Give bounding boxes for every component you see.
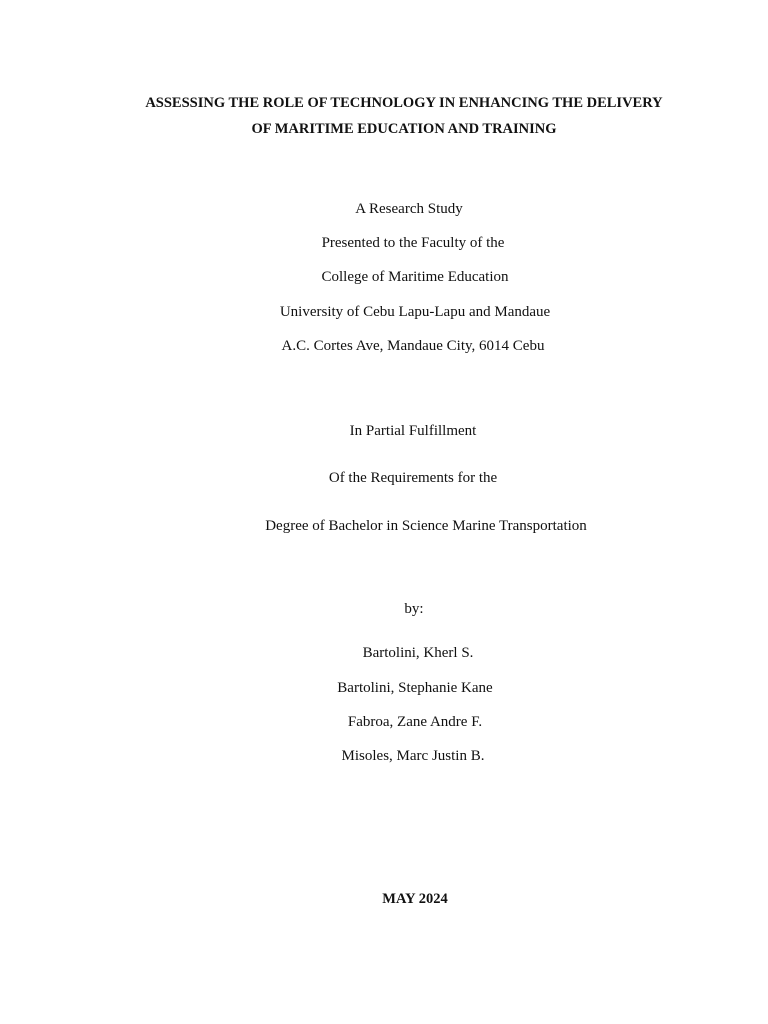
- fulfillment-line-3: Degree of Bachelor in Science Marine Transportation: [265, 518, 587, 534]
- presentation-line-1: A Research Study: [355, 201, 463, 217]
- fulfillment-line-2: Of the Requirements for the: [328, 470, 498, 486]
- author-name-4: Misoles, Marc Justin B.: [341, 748, 485, 764]
- author-name-2: Bartolini, Stephanie Kane: [337, 680, 493, 696]
- fulfillment-line-1: In Partial Fulfillment: [349, 423, 477, 439]
- author-name-1: Bartolini, Kherl S.: [362, 645, 474, 661]
- presentation-line-3: College of Maritime Education: [321, 269, 509, 285]
- title-line-1: ASSESSING THE ROLE OF TECHNOLOGY IN ENHANCING THE DELIVERY: [145, 95, 663, 111]
- submission-date: MAY 2024: [382, 891, 448, 907]
- author-name-3: Fabroa, Zane Andre F.: [347, 714, 483, 730]
- presentation-line-4: University of Cebu Lapu-Lapu and Mandaue: [279, 304, 551, 320]
- presentation-line-2: Presented to the Faculty of the: [321, 235, 505, 251]
- title-line-2: OF MARITIME EDUCATION AND TRAINING: [251, 121, 557, 137]
- presentation-line-5: A.C. Cortes Ave, Mandaue City, 6014 Cebu: [281, 338, 545, 354]
- by-label: by:: [404, 601, 424, 617]
